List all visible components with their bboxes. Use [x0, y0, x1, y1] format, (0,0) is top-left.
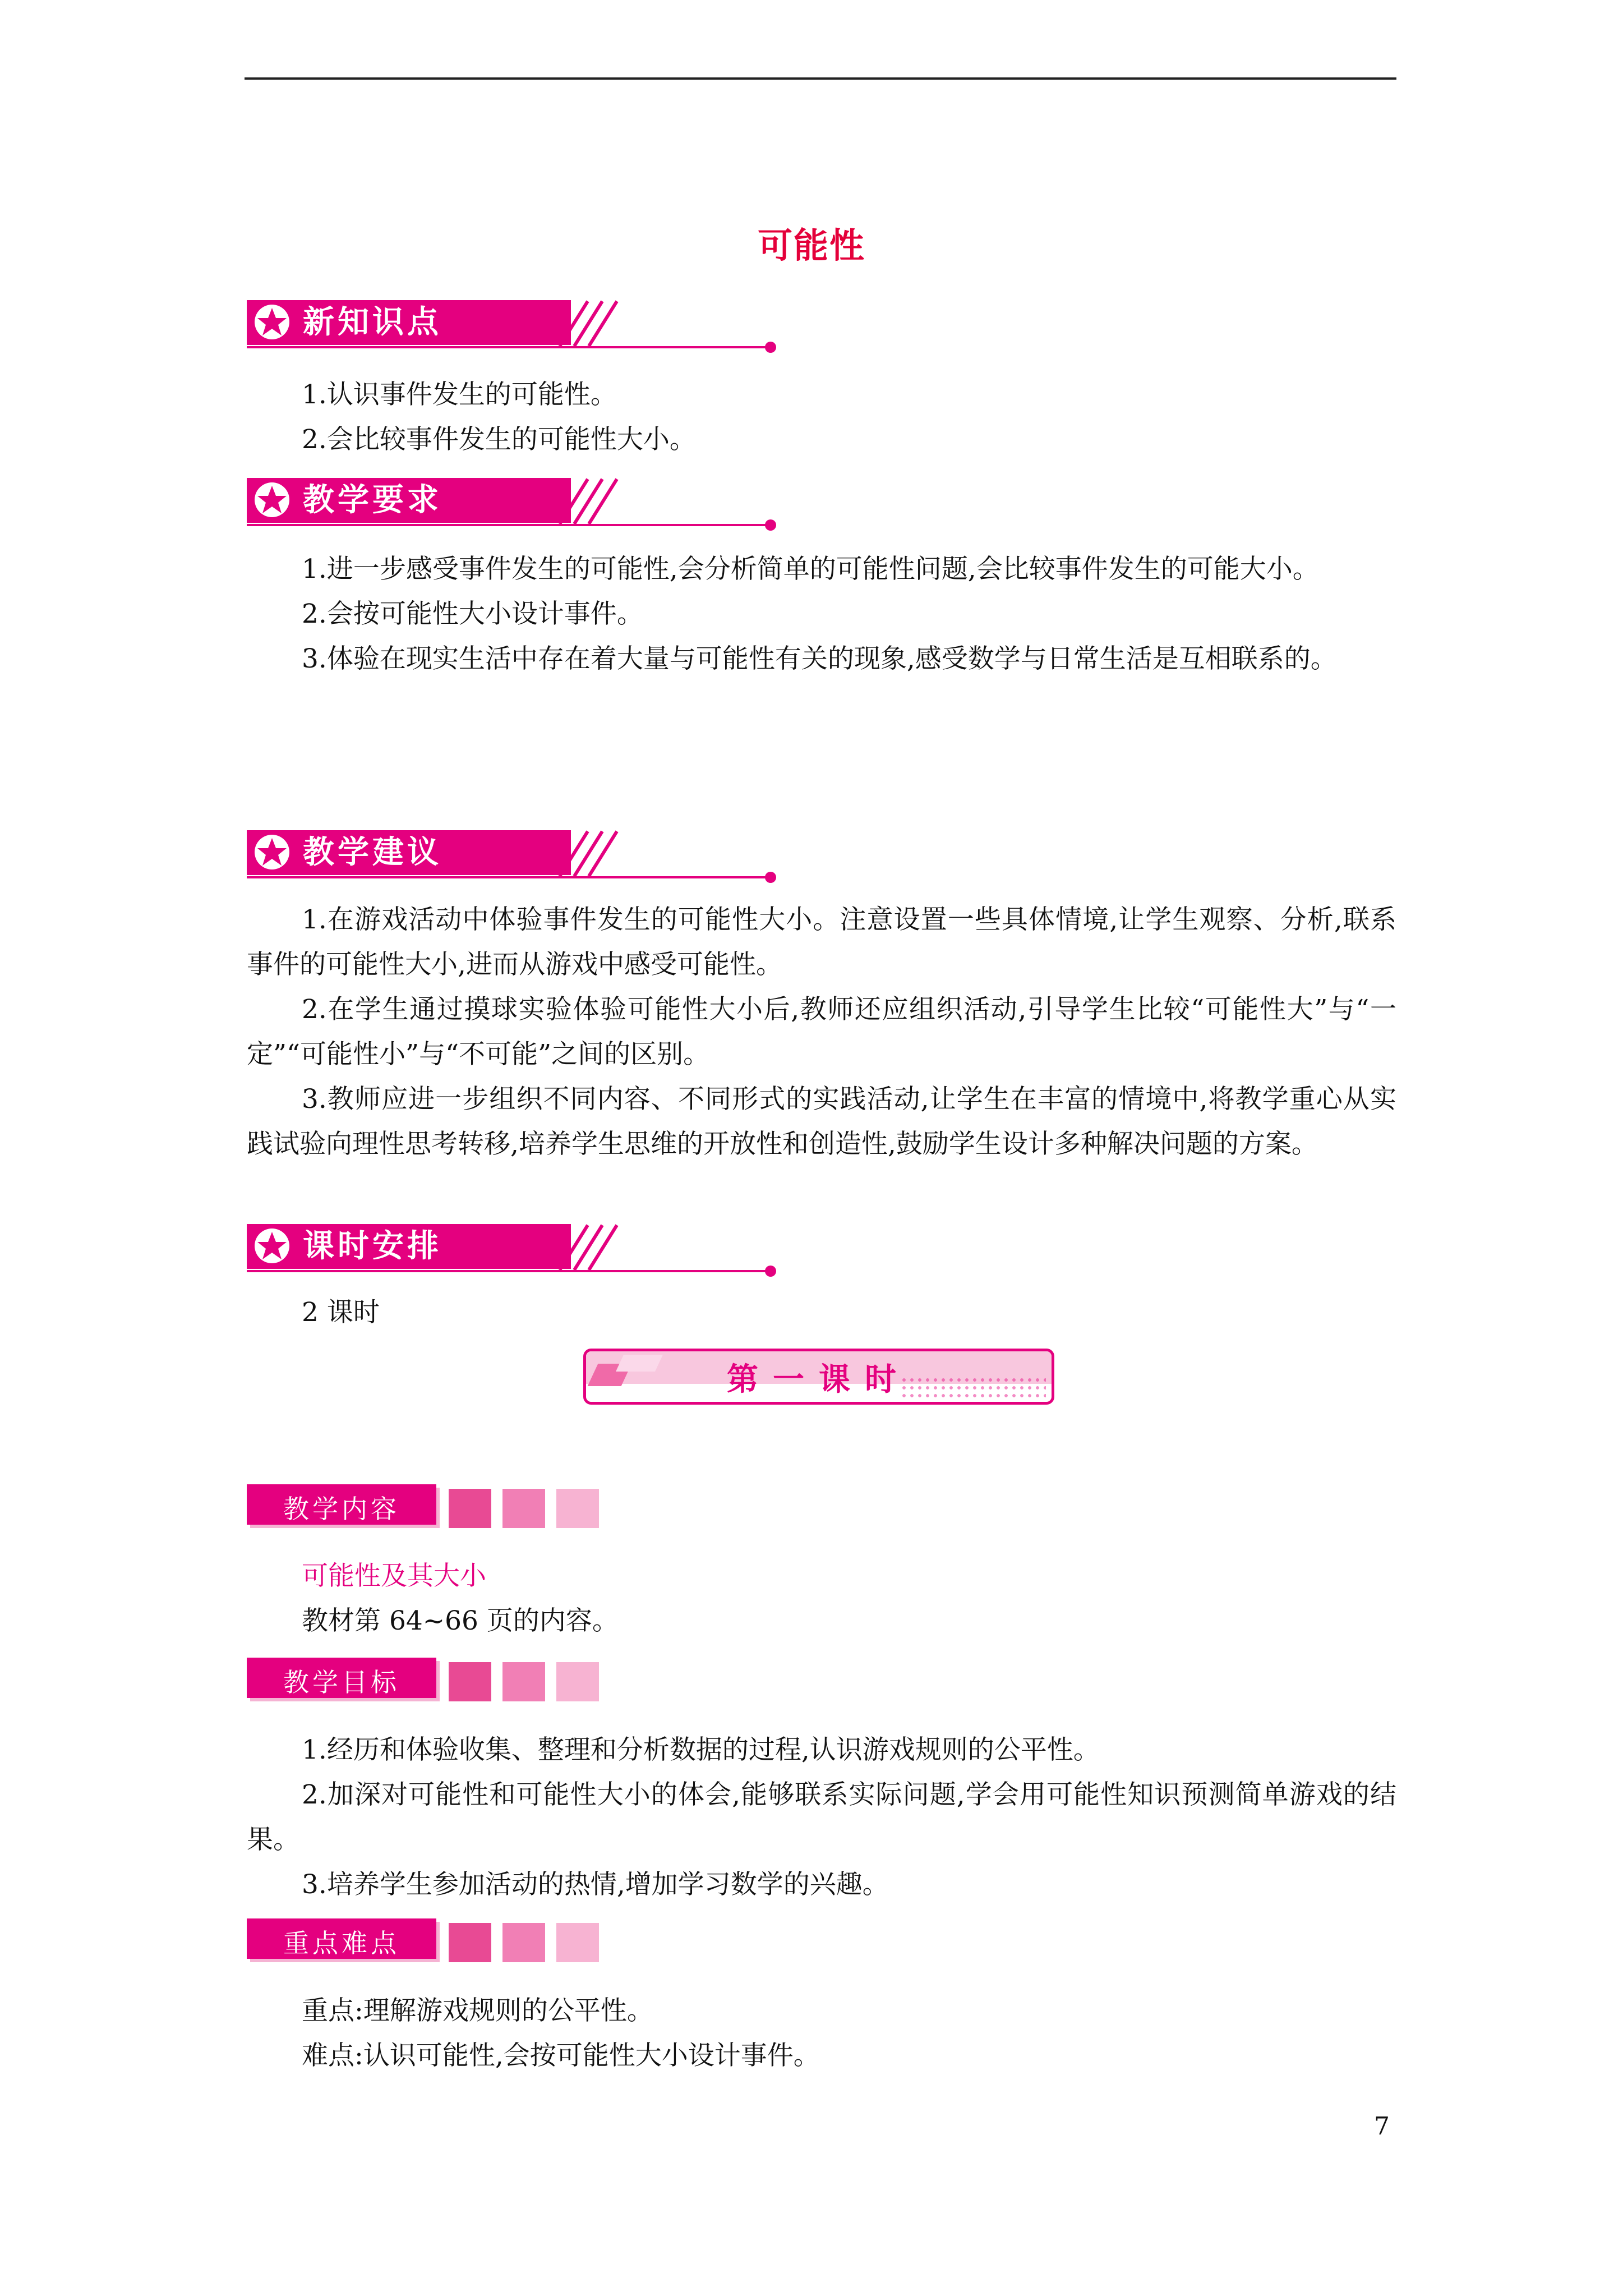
list-item: 1.经历和体验收集、整理和分析数据的过程,认识游戏规则的公平性。 — [302, 1734, 1100, 1765]
tab-header-content — [247, 1484, 606, 1535]
difficulty-point: 难点:认识可能性,会按可能性大小设计事件。 — [302, 2040, 820, 2071]
lesson-badge — [583, 1349, 1054, 1405]
goals-list — [247, 1728, 1396, 1907]
list-item: 3.教师应进一步组织不同内容、不同形式的实践活动,让学生在丰富的情境中,将教学重心从实践试验向理性思考转移,培养学生思维的开放性和创造性,鼓励学生设计多种解决问题的方案。 — [247, 1084, 1396, 1159]
section-banner-knowledge — [247, 300, 785, 363]
list-item: 2.会比较事件发生的可能性大小。 — [302, 424, 696, 455]
star-icon — [253, 303, 291, 341]
slash-decoration — [554, 830, 621, 877]
key-points-block — [247, 1989, 1396, 2078]
knowledge-list — [247, 372, 1396, 462]
section-heading: 教学要求 — [303, 482, 442, 518]
requirements-list — [247, 547, 1396, 682]
page-title: 可能性 — [757, 225, 865, 266]
list-item: 1.进一步感受事件发生的可能性,会分析简单的可能性问题,会比较事件发生的可能大小。 — [302, 554, 1319, 585]
section-heading: 教学建议 — [303, 834, 442, 871]
list-item: 1.在游戏活动中体验事件发生的可能性大小。注意设置一些具体情境,让学生观察、分析,联系事件的可能性大小,进而从游戏中感受可能性。 — [247, 904, 1396, 980]
tab-label: 教学内容 — [283, 1494, 400, 1524]
section-heading: 新知识点 — [303, 304, 442, 341]
list-item: 1.认识事件发生的可能性。 — [302, 379, 617, 410]
page-number: 7 — [1374, 2112, 1390, 2141]
list-item: 2.在学生通过摸球实验体验可能性大小后,教师还应组织活动,引导学生比较“可能性大”与“一定”“可能性小”与“不可能”之间的区别。 — [247, 994, 1396, 1070]
section-banner-suggestions — [247, 830, 785, 893]
list-item: 2.会按可能性大小设计事件。 — [302, 599, 643, 629]
tab-header-goals — [247, 1658, 606, 1708]
section-banner-schedule — [247, 1224, 785, 1287]
suggestions-list — [247, 898, 1396, 1167]
slash-decoration — [554, 300, 621, 347]
list-item: 3.体验在现实生活中存在着大量与可能性有关的现象,感受数学与日常生活是互相联系的。 — [302, 643, 1337, 674]
slash-decoration — [554, 478, 621, 525]
star-icon — [253, 481, 291, 518]
content-block — [247, 1554, 1396, 1644]
key-point: 重点:理解游戏规则的公平性。 — [302, 1995, 653, 2026]
star-icon — [253, 1227, 291, 1264]
list-item: 3.培养学生参加活动的热情,增加学习数学的兴趣。 — [302, 1869, 889, 1900]
content-topic: 可能性及其大小 — [302, 1561, 486, 1591]
content-text: 教材第 64~66 页的内容。 — [302, 1605, 619, 1636]
tab-label: 教学目标 — [283, 1667, 400, 1697]
tab-label: 重点难点 — [283, 1928, 400, 1958]
list-item: 2.加深对可能性和可能性大小的体会,能够联系实际问题,学会用可能性知识预测简单游戏的结果。 — [247, 1779, 1396, 1855]
tab-header-key-points — [247, 1918, 606, 1969]
section-heading: 课时安排 — [303, 1228, 442, 1264]
header-rule — [245, 77, 1396, 80]
slash-decoration — [554, 1224, 621, 1271]
schedule-text-block — [247, 1290, 1396, 1335]
lesson-label: 第一课时 — [727, 1361, 911, 1398]
schedule-text: 2 课时 — [302, 1297, 380, 1328]
star-icon — [253, 834, 291, 871]
section-banner-requirements — [247, 478, 785, 541]
